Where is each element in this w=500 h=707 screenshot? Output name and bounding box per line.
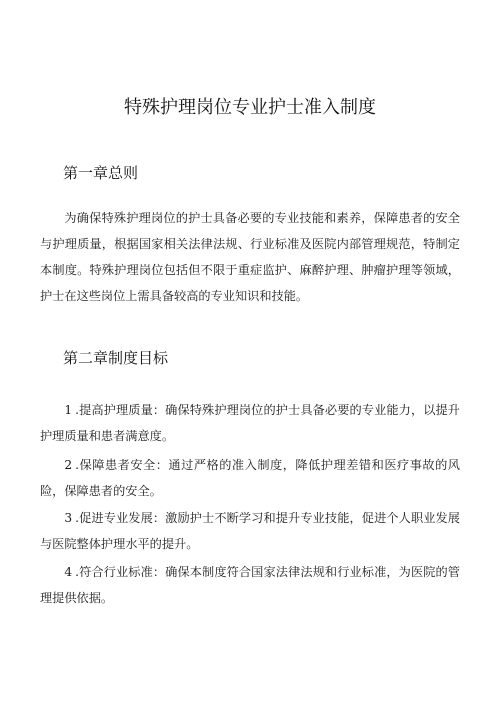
chapter-1-paragraph: 为确保特殊护理岗位的护士具备必要的专业技能和素养，保障患者的安全与护理质量，根据国家相关法律法规、行业标准及医院内部管理规范，特制定本制度。特殊护理岗位包括但不限于重症监护、麻醉护理、肿瘤护理等领域，护士在这些岗位上需具备较高的专业知识和技能。: [40, 211, 460, 303]
chapter-1-heading: 第一章总则: [63, 164, 139, 182]
goal-item-number: 1: [64, 403, 73, 417]
goal-item-text: .符合行业标准：确保本制度符合国家法律法规和行业标准，为医院的管理提供依据。: [40, 565, 460, 605]
chapter-2-heading: 第二章制度目标: [63, 349, 169, 367]
document-title: 特殊护理岗位专业护士准入制度: [124, 97, 376, 118]
goal-item: [40, 505, 460, 557]
goal-item: [40, 559, 460, 611]
goal-item-number: 4: [64, 565, 73, 579]
goal-item-text: .提高护理质量：确保特殊护理岗位的护士具备必要的专业能力，以提升护理质量和患者满意度。: [40, 403, 460, 443]
goal-item-number: 2: [64, 458, 73, 472]
goal-item: [40, 452, 460, 504]
goal-item-text: .促进专业发展：激励护士不断学习和提升专业技能，促进个人职业发展与医院整体护理水平的提升。: [40, 511, 460, 551]
goal-item-number: 3: [64, 511, 73, 525]
goal-item: [40, 397, 460, 449]
goal-item-text: .保障患者安全：通过严格的准入制度，降低护理差错和医疗事故的风险，保障患者的安全。: [40, 458, 460, 498]
